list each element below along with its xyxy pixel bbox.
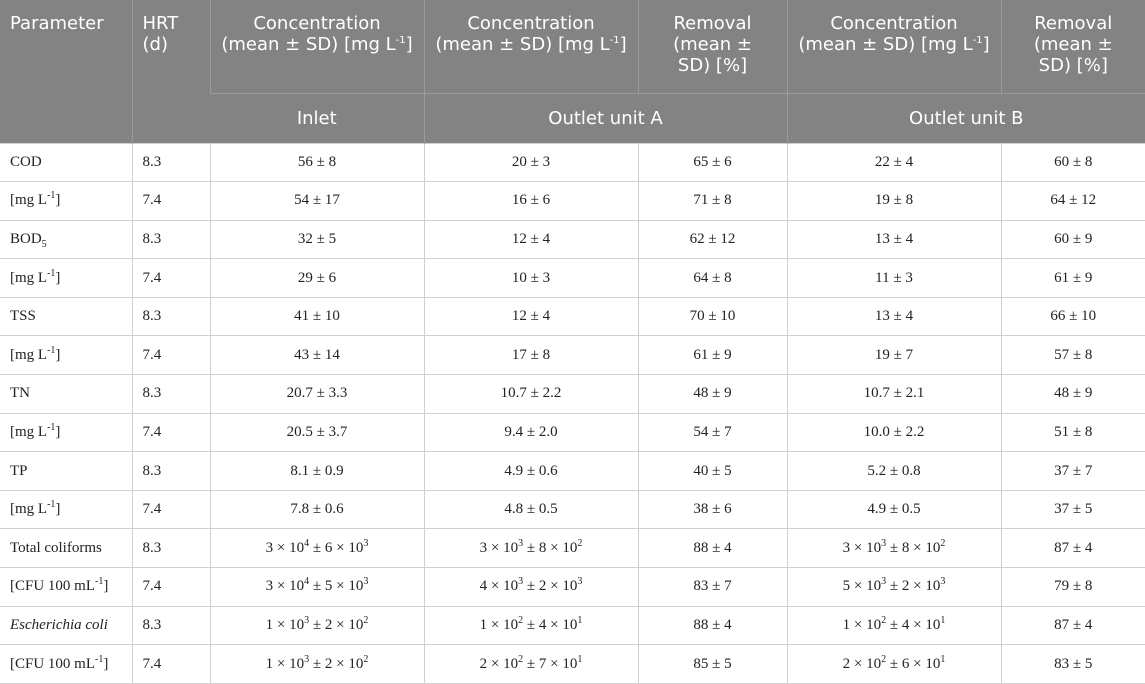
table-row: [0, 182, 1145, 221]
cell-outlet-a-removal: 48 ± 9: [638, 375, 787, 414]
table-row: [0, 490, 1145, 529]
cell-outlet-a-concentration: $3 \times 10^3 \pm 8 \times 10^2$: [424, 529, 638, 568]
cell-hrt: 8.3: [132, 220, 210, 259]
cell-inlet: 54 ± 17: [210, 182, 424, 221]
cell-parameter: [CFU 100 $mL^{-1}$]: [0, 645, 132, 684]
cell-hrt: 7.4: [132, 182, 210, 221]
cell-parameter: $BOD_5$: [0, 220, 132, 259]
cell-outlet-a-concentration: 4.9 ± 0.6: [424, 452, 638, 491]
cell-outlet-b-concentration: 22 ± 4: [787, 143, 1001, 182]
table-row: [0, 452, 1145, 491]
cell-outlet-a-removal: 71 ± 8: [638, 182, 787, 221]
cell-outlet-b-removal: 79 ± 8: [1001, 568, 1145, 607]
cell-outlet-b-removal: 83 ± 5: [1001, 645, 1145, 684]
cell-outlet-b-concentration: 10.0 ± 2.2: [787, 413, 1001, 452]
cell-outlet-b-removal: 37 ± 7: [1001, 452, 1145, 491]
cell-parameter: TSS: [0, 297, 132, 336]
cell-outlet-b-removal: 37 ± 5: [1001, 490, 1145, 529]
cell-outlet-b-removal: 64 ± 12: [1001, 182, 1145, 221]
cell-outlet-b-removal: 60 ± 8: [1001, 143, 1145, 182]
cell-inlet: 43 ± 14: [210, 336, 424, 375]
cell-inlet: 20.7 ± 3.3: [210, 375, 424, 414]
cell-outlet-a-concentration: 10.7 ± 2.2: [424, 375, 638, 414]
header-concentration-a: Concentration (mean ± SD) [mg $L^{-1}$]: [424, 0, 638, 93]
table-row: [0, 375, 1145, 414]
header-inlet: Inlet: [210, 93, 424, 143]
cell-inlet: 8.1 ± 0.9: [210, 452, 424, 491]
cell-outlet-a-removal: 85 ± 5: [638, 645, 787, 684]
header-concentration-inlet: Concentration (mean ± SD) [mg $L^{-1}$]: [210, 0, 424, 93]
header-removal-b: Removal (mean ± SD) [%]: [1001, 0, 1145, 93]
cell-outlet-a-concentration: 4.8 ± 0.5: [424, 490, 638, 529]
table-row: [0, 220, 1145, 259]
cell-outlet-a-concentration: 10 ± 3: [424, 259, 638, 298]
cell-outlet-a-removal: 83 ± 7: [638, 568, 787, 607]
cell-outlet-a-concentration: 12 ± 4: [424, 297, 638, 336]
cell-outlet-b-removal: 60 ± 9: [1001, 220, 1145, 259]
cell-outlet-b-removal: 87 ± 4: [1001, 606, 1145, 645]
table-body: [0, 143, 1145, 683]
cell-outlet-b-removal: 66 ± 10: [1001, 297, 1145, 336]
cell-outlet-b-concentration: 19 ± 7: [787, 336, 1001, 375]
cell-parameter: COD: [0, 143, 132, 182]
cell-hrt: 7.4: [132, 645, 210, 684]
cell-parameter: [mg $L^{-1}$]: [0, 336, 132, 375]
header-hrt: HRT (d): [132, 0, 210, 143]
cell-outlet-a-removal: 88 ± 4: [638, 529, 787, 568]
cell-outlet-a-concentration: $4 \times 10^3 \pm 2 \times 10^3$: [424, 568, 638, 607]
cell-outlet-a-removal: 62 ± 12: [638, 220, 787, 259]
table-row: [0, 143, 1145, 182]
cell-outlet-b-concentration: 10.7 ± 2.1: [787, 375, 1001, 414]
header-outlet-a: Outlet unit A: [424, 93, 787, 143]
table-row: [0, 606, 1145, 645]
cell-outlet-b-concentration: 13 ± 4: [787, 220, 1001, 259]
cell-outlet-a-removal: 38 ± 6: [638, 490, 787, 529]
cell-inlet: 29 ± 6: [210, 259, 424, 298]
cell-outlet-a-concentration: 20 ± 3: [424, 143, 638, 182]
cell-outlet-a-removal: 70 ± 10: [638, 297, 787, 336]
cell-inlet: 20.5 ± 3.7: [210, 413, 424, 452]
cell-parameter: TN: [0, 375, 132, 414]
header-removal-a: Removal (mean ± SD) [%]: [638, 0, 787, 93]
cell-outlet-b-removal: 57 ± 8: [1001, 336, 1145, 375]
cell-hrt: 7.4: [132, 336, 210, 375]
cell-outlet-b-concentration: $2 \times 10^2 \pm 6 \times 10^1$: [787, 645, 1001, 684]
cell-outlet-a-removal: 61 ± 9: [638, 336, 787, 375]
cell-outlet-b-concentration: 11 ± 3: [787, 259, 1001, 298]
cell-outlet-b-removal: 87 ± 4: [1001, 529, 1145, 568]
cell-outlet-b-removal: 61 ± 9: [1001, 259, 1145, 298]
cell-outlet-b-concentration: 5.2 ± 0.8: [787, 452, 1001, 491]
cell-outlet-b-concentration: $1 \times 10^2 \pm 4 \times 10^1$: [787, 606, 1001, 645]
cell-outlet-b-concentration: $5 \times 10^3 \pm 2 \times 10^3$: [787, 568, 1001, 607]
cell-outlet-a-concentration: 9.4 ± 2.0: [424, 413, 638, 452]
cell-outlet-a-concentration: 12 ± 4: [424, 220, 638, 259]
cell-hrt: 8.3: [132, 529, 210, 568]
cell-hrt: 8.3: [132, 606, 210, 645]
cell-outlet-a-removal: 65 ± 6: [638, 143, 787, 182]
cell-hrt: 7.4: [132, 568, 210, 607]
cell-outlet-a-concentration: 17 ± 8: [424, 336, 638, 375]
cell-inlet: 32 ± 5: [210, 220, 424, 259]
cell-outlet-a-concentration: $2 \times 10^2 \pm 7 \times 10^1$: [424, 645, 638, 684]
cell-outlet-b-concentration: 19 ± 8: [787, 182, 1001, 221]
cell-outlet-a-concentration: $1 \times 10^2 \pm 4 \times 10^1$: [424, 606, 638, 645]
cell-parameter: Total coliforms: [0, 529, 132, 568]
cell-outlet-b-removal: 51 ± 8: [1001, 413, 1145, 452]
cell-outlet-b-concentration: 13 ± 4: [787, 297, 1001, 336]
cell-outlet-b-removal: 48 ± 9: [1001, 375, 1145, 414]
cell-outlet-a-removal: 40 ± 5: [638, 452, 787, 491]
cell-inlet: $1 \times 10^3 \pm 2 \times 10^2$: [210, 606, 424, 645]
header-concentration-b: Concentration (mean ± SD) [mg $L^{-1}$]: [787, 0, 1001, 93]
table-header: [0, 0, 1145, 143]
cell-inlet: 7.8 ± 0.6: [210, 490, 424, 529]
cell-parameter: TP: [0, 452, 132, 491]
cell-outlet-a-concentration: 16 ± 6: [424, 182, 638, 221]
cell-inlet: $1 \times 10^3 \pm 2 \times 10^2$: [210, 645, 424, 684]
cell-hrt: 7.4: [132, 413, 210, 452]
cell-inlet: $3 \times 10^4 \pm 5 \times 10^3$: [210, 568, 424, 607]
cell-outlet-a-removal: 88 ± 4: [638, 606, 787, 645]
cell-outlet-a-removal: 64 ± 8: [638, 259, 787, 298]
cell-hrt: 8.3: [132, 452, 210, 491]
table-row: [0, 336, 1145, 375]
cell-outlet-b-concentration: $3 \times 10^3 \pm 8 \times 10^2$: [787, 529, 1001, 568]
cell-parameter: [mg $L^{-1}$]: [0, 182, 132, 221]
cell-outlet-a-removal: 54 ± 7: [638, 413, 787, 452]
cell-parameter: [mg $L^{-1}$]: [0, 490, 132, 529]
table-row: [0, 529, 1145, 568]
table-row: [0, 568, 1145, 607]
cell-parameter: [CFU 100 $mL^{-1}$]: [0, 568, 132, 607]
cell-hrt: 8.3: [132, 375, 210, 414]
cell-parameter: [mg $L^{-1}$]: [0, 413, 132, 452]
cell-hrt: 7.4: [132, 490, 210, 529]
cell-inlet: 41 ± 10: [210, 297, 424, 336]
table-row: [0, 645, 1145, 684]
cell-parameter: [mg $L^{-1}$]: [0, 259, 132, 298]
header-outlet-b: Outlet unit B: [787, 93, 1145, 143]
cell-outlet-b-concentration: 4.9 ± 0.5: [787, 490, 1001, 529]
cell-hrt: 8.3: [132, 143, 210, 182]
cell-hrt: 7.4: [132, 259, 210, 298]
table-row: [0, 297, 1145, 336]
cell-hrt: 8.3: [132, 297, 210, 336]
cell-inlet: 56 ± 8: [210, 143, 424, 182]
cell-inlet: $3 \times 10^4 \pm 6 \times 10^3$: [210, 529, 424, 568]
table-row: [0, 413, 1145, 452]
table-row: [0, 259, 1145, 298]
cell-parameter: Escherichia coli: [0, 606, 132, 645]
header-parameter: Parameter: [0, 0, 132, 143]
